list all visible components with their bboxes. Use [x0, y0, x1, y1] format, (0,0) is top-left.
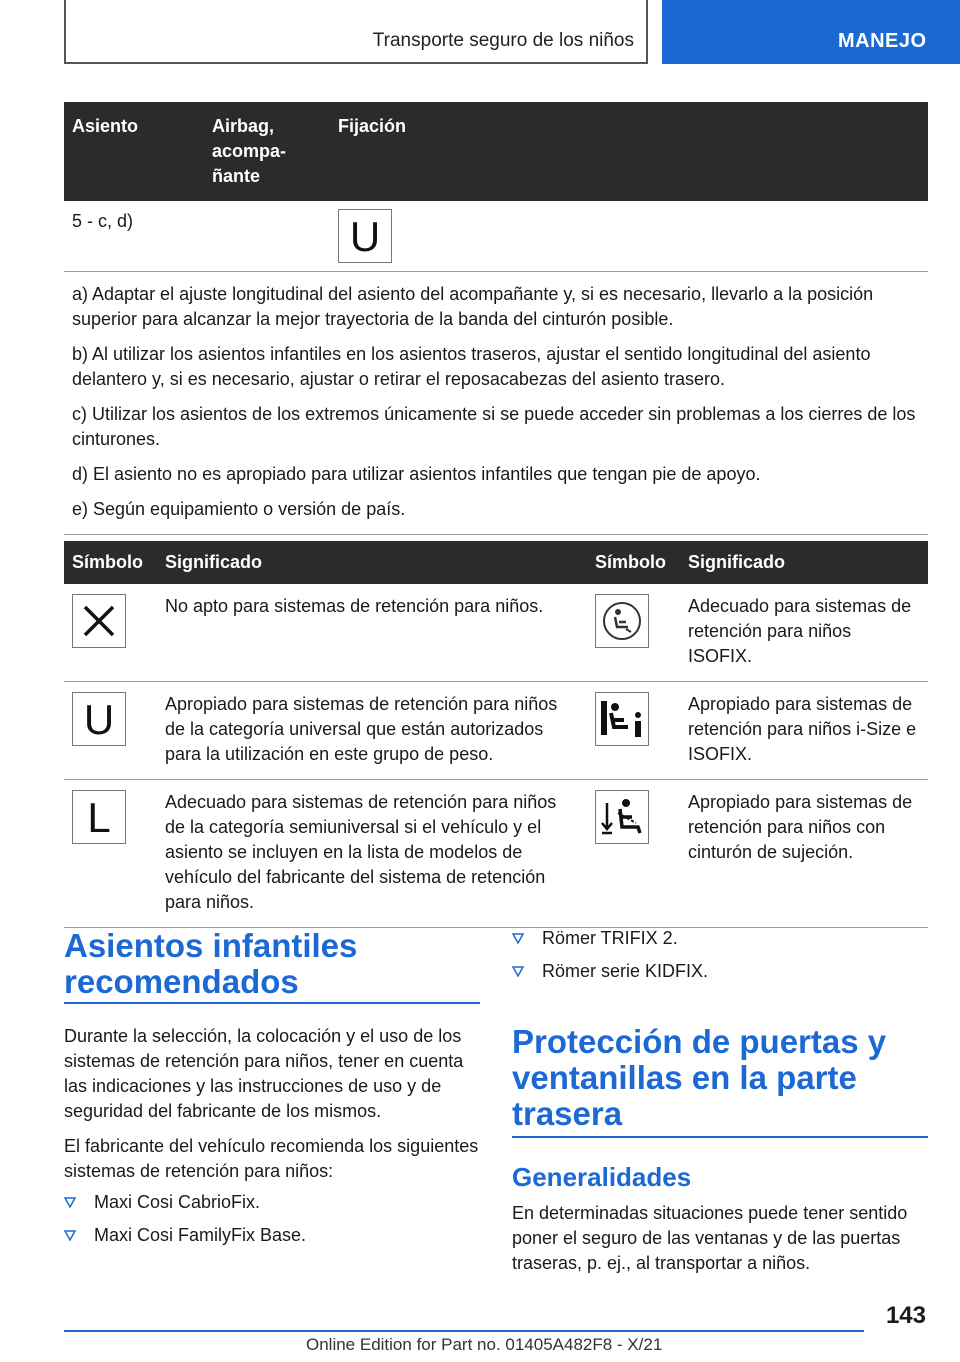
seat-cell: 5 - c, d)	[72, 211, 134, 231]
fixation-cell	[330, 201, 928, 272]
paragraph: El fabricante del vehículo recomienda los siguientes sistemas de retención para niños:	[64, 1136, 479, 1181]
meaning-text: Apropiado para sistemas de retención para niños i-Size e ISOFIX.	[680, 682, 928, 780]
page-number: 143	[885, 1302, 926, 1329]
footer-rule	[64, 1330, 864, 1332]
list-item	[64, 1223, 480, 1248]
isofix-icon	[595, 594, 649, 648]
symbol-label: U	[349, 212, 381, 260]
triangle-bullet-icon	[64, 1230, 76, 1241]
col-header-airbag: Airbag, acompañante	[204, 102, 330, 201]
footnote: d) El asiento no es apropiado para utilizar asientos infantiles que tengan pie de apoyo.	[72, 464, 761, 484]
section-heading-protection: Protección de puertas y ventanillas en la parte trasera	[512, 1023, 887, 1132]
x-icon	[72, 594, 126, 648]
meaning-text: Adecuado para sistemas de retención para niños de la categoría semiuniversal si el vehículo y el asiento se incluyen en la lista de modelos de vehículo del fabricante del sistema de retención para niños.	[157, 780, 587, 928]
list-item	[64, 1190, 480, 1215]
meaning-text: Apropiado para sistemas de retención para niños de la categoría universal que están autorizados para la utilización en este grupo de peso.	[157, 682, 587, 780]
heading-rule	[64, 1002, 480, 1004]
triangle-bullet-icon	[512, 966, 524, 977]
col-header-seat: Asiento	[64, 102, 204, 201]
footnote: a) Adaptar el ajuste longitudinal del asiento del acompañante y, si es necesario, llevarlo a la posición superior para alcanzar la mejor trayectoria de la banda del cinturón posible.	[72, 284, 874, 329]
triangle-bullet-icon	[64, 1197, 76, 1208]
footnote: c) Utilizar los asientos de los extremos únicamente si se puede acceder sin problemas a los cierres de los cinturones.	[72, 404, 916, 449]
subsection-heading: Generalidades	[512, 1162, 692, 1192]
footnote: e) Según equipamiento o versión de país.	[72, 499, 406, 519]
paragraph: En determinadas situaciones puede tener sentido poner el seguro de las ventanas y de las puertas traseras, p. ej., al transportar a niños.	[512, 1203, 908, 1273]
section-heading-recommended: Asientos infantiles recomendados	[64, 927, 358, 1000]
universal-u-icon	[338, 209, 392, 263]
seat-table	[64, 102, 928, 535]
i-size-icon	[595, 692, 649, 746]
paragraph: Durante la selección, la colocación y el uso de los sistemas de retención para niños, tener en cuenta las indicaciones y las instrucciones de uso y de seguridad del fabricante de los mismos.	[64, 1026, 464, 1121]
col-header-meaning: Significado	[680, 541, 928, 584]
symbol-table	[64, 541, 928, 928]
seat-table-header	[64, 102, 928, 201]
list-item-label: Römer TRIFIX 2.	[542, 928, 678, 948]
recommended-list-right	[512, 926, 928, 992]
list-item-label: Römer serie KIDFIX.	[542, 961, 709, 981]
col-header-symbol: Símbolo	[64, 541, 157, 584]
list-item-label: Maxi Cosi CabrioFix.	[94, 1192, 261, 1212]
chapter-tab[interactable]	[662, 0, 960, 64]
table-row	[64, 780, 928, 928]
list-item	[512, 959, 928, 984]
semi-universal-l-icon	[72, 790, 126, 844]
table-row	[64, 584, 928, 682]
edition-note: Online Edition for Part no. 01405A482F8 - X/21	[306, 1335, 663, 1354]
table-row	[64, 682, 928, 780]
header-section-box	[64, 0, 648, 64]
symbol-table-header	[64, 541, 928, 584]
meaning-text: Adecuado para sistemas de retención para niños ISOFIX.	[680, 584, 928, 682]
symbol-label: L	[87, 793, 111, 841]
col-header-meaning: Significado	[157, 541, 587, 584]
recommended-list-left	[64, 1190, 480, 1256]
belt-seat-icon	[595, 790, 649, 844]
list-item	[512, 926, 928, 951]
universal-u-icon	[72, 692, 126, 746]
airbag-cell	[204, 201, 330, 272]
meaning-text: No apto para sistemas de retención para niños.	[157, 584, 587, 682]
heading-rule	[512, 1136, 928, 1138]
notes-row	[64, 272, 928, 535]
footnotes	[64, 272, 928, 535]
chapter-label: MANEJO	[838, 30, 927, 52]
list-item-label: Maxi Cosi FamilyFix Base.	[94, 1225, 307, 1245]
section-title: Transporte seguro de los niños	[372, 30, 634, 51]
meaning-text: Apropiado para sistemas de retención para niños con cinturón de sujeción.	[680, 780, 928, 928]
footnote: b) Al utilizar los asientos infantiles en los asientos traseros, ajustar el sentido longitudinal del asiento delantero y, si es necesario, ajustar o retirar el reposacabezas del asiento trasero.	[72, 344, 871, 389]
col-header-fixation: Fijación	[330, 102, 928, 201]
col-header-symbol: Símbolo	[587, 541, 680, 584]
table-row	[64, 201, 928, 272]
symbol-label: U	[83, 695, 115, 743]
triangle-bullet-icon	[512, 933, 524, 944]
